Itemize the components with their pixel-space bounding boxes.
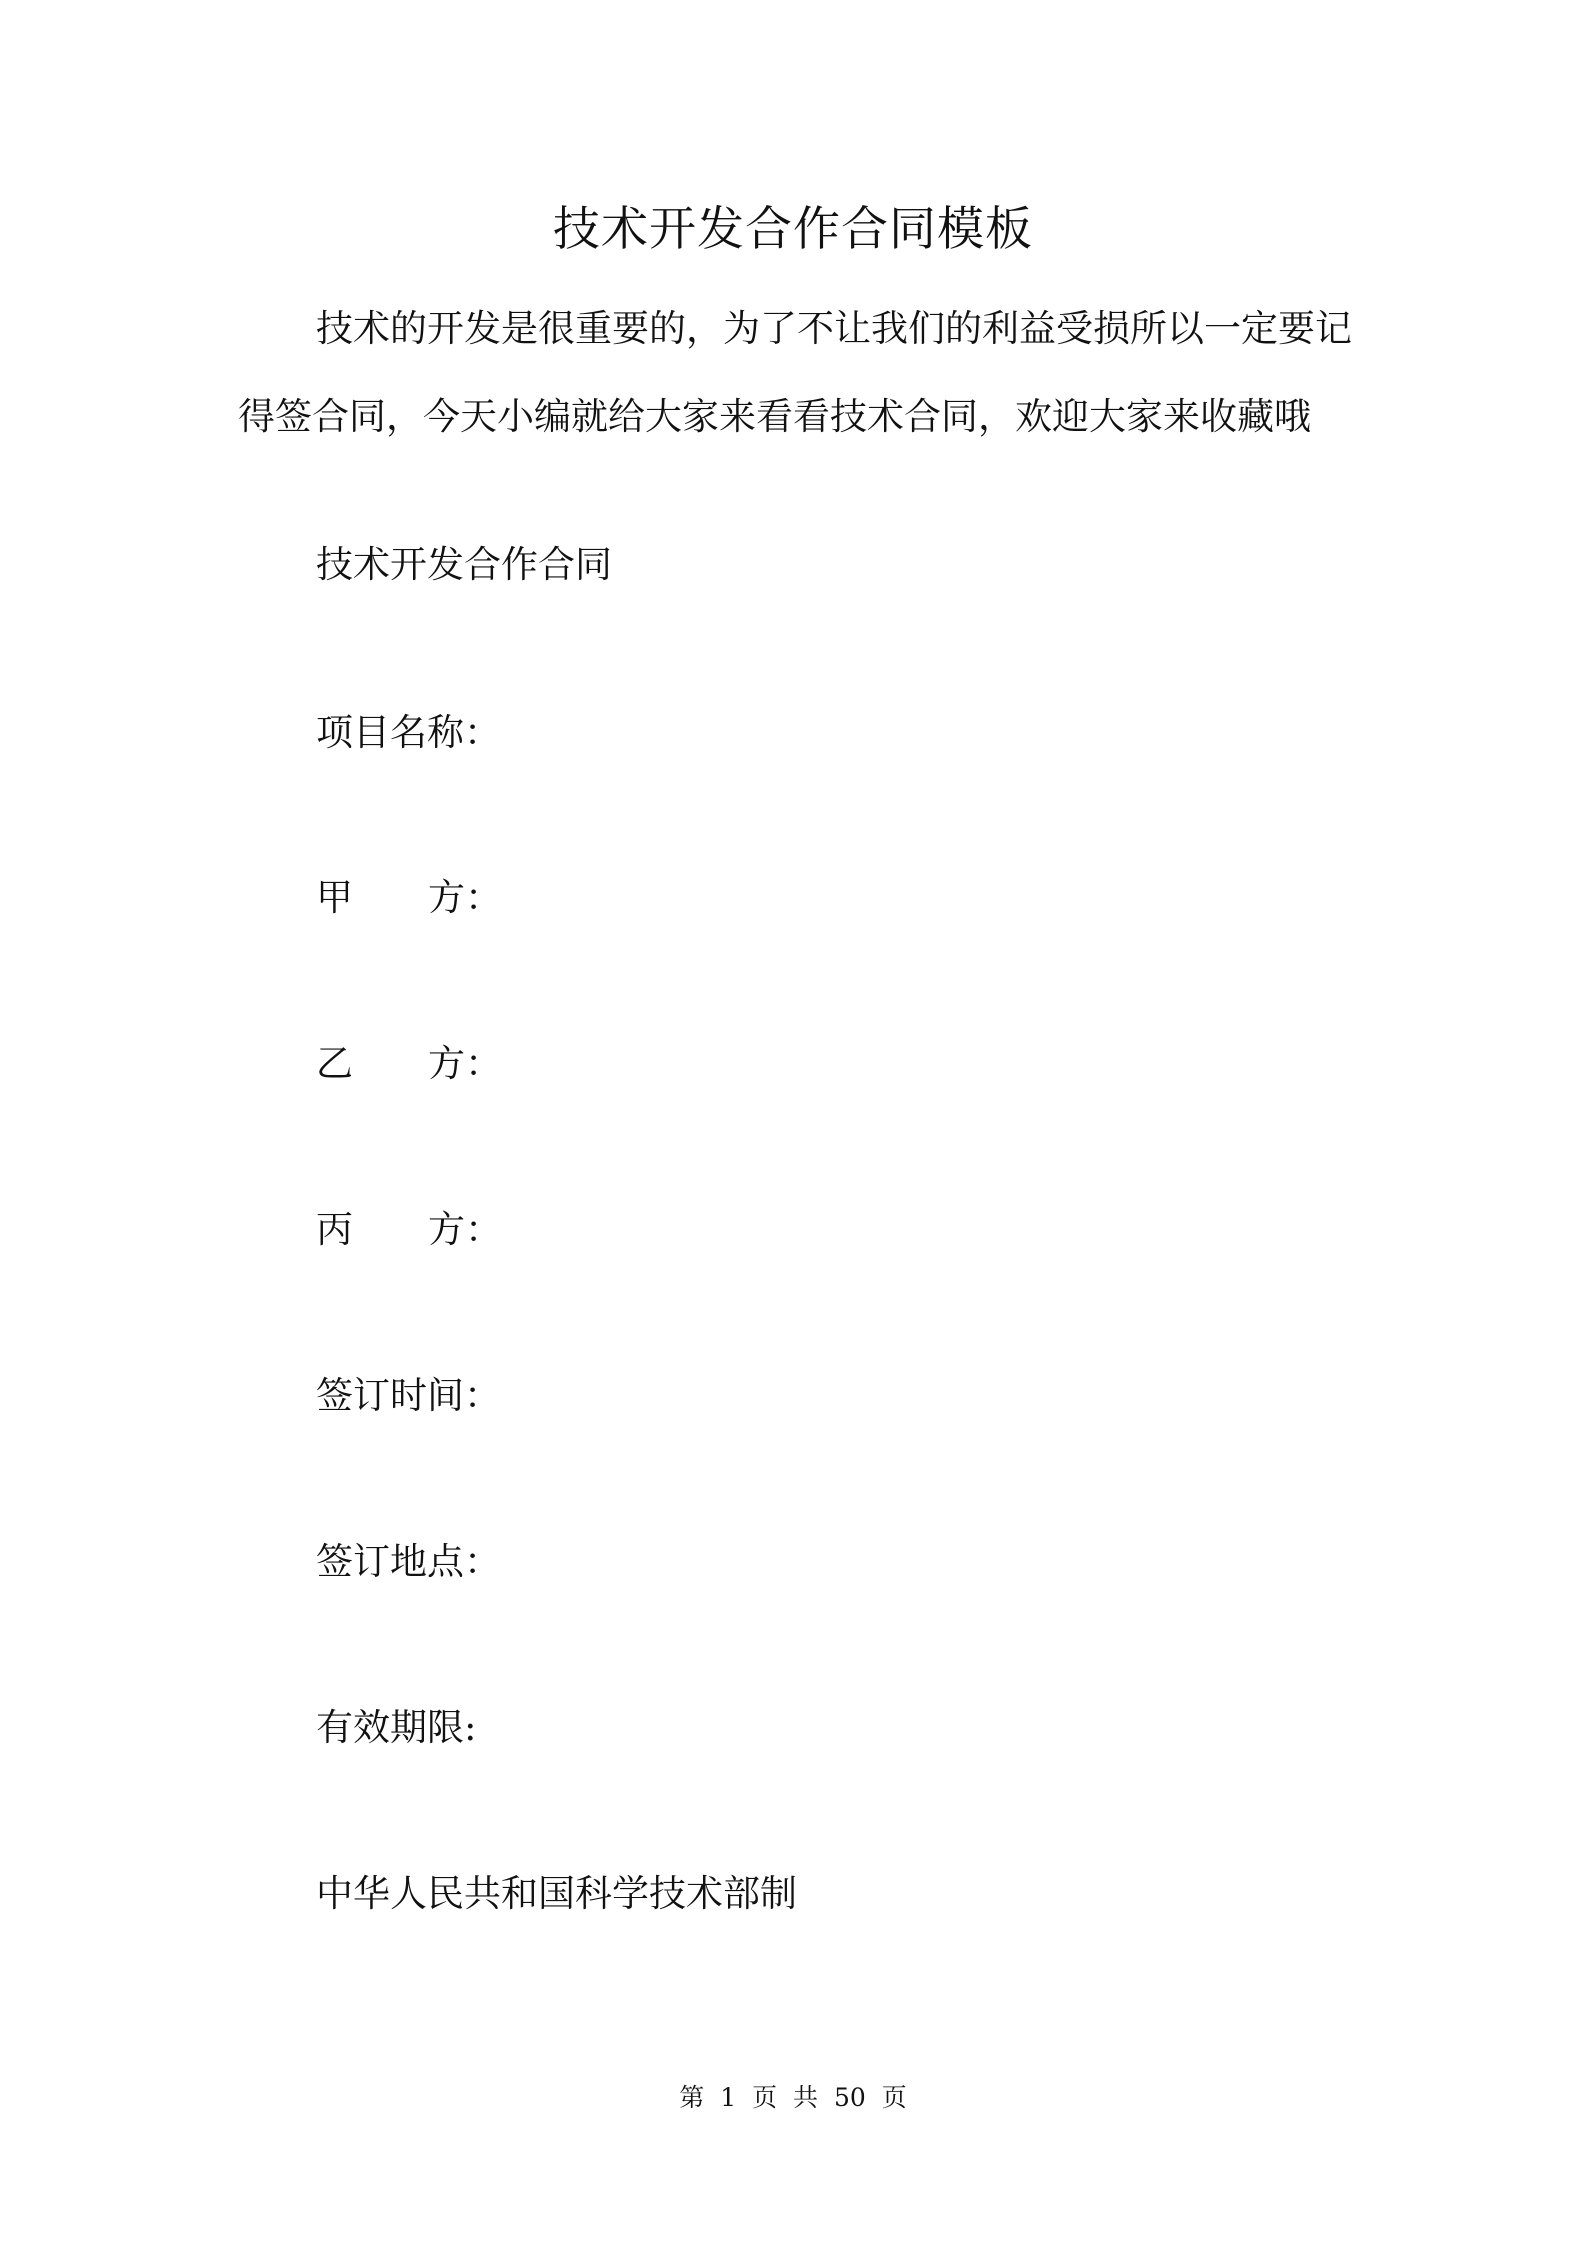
intro-paragraph: 技术的开发是很重要的，为了不让我们的利益受损所以一定要记得签合同，今天小编就给大家来看看技术合同，欢迎大家来收藏哦 (238, 307, 1352, 438)
issuer-line: 中华人民共和国科学技术部制 (316, 1872, 797, 1915)
footer-current-page: 1 (720, 2083, 737, 2112)
footer-prefix: 第 (679, 2083, 705, 2112)
document-title: 技术开发合作合同模板 (553, 202, 1033, 257)
footer-total-pages: 50 (833, 2083, 866, 2112)
party-c-label: 丙 (316, 1208, 353, 1251)
party-b-field (316, 1039, 502, 1089)
page-footer (0, 2080, 1586, 2116)
party-b-suffix: 方： (428, 1042, 502, 1085)
sign-place-field: 签订地点： (316, 1540, 501, 1583)
party-a-label: 甲 (316, 876, 353, 919)
contract-subtitle: 技术开发合作合同 (316, 543, 612, 586)
party-a-suffix: 方： (428, 876, 502, 919)
sign-time-field: 签订时间： (316, 1374, 501, 1417)
footer-suffix: 页 (881, 2083, 907, 2112)
validity-field: 有效期限: (316, 1706, 477, 1749)
party-c-field (316, 1205, 502, 1255)
party-b-label: 乙 (316, 1042, 353, 1085)
project-name-field: 项目名称： (316, 711, 501, 754)
party-a-field (316, 873, 502, 923)
footer-mid: 页 共 (752, 2083, 819, 2112)
party-c-suffix: 方： (428, 1208, 502, 1251)
